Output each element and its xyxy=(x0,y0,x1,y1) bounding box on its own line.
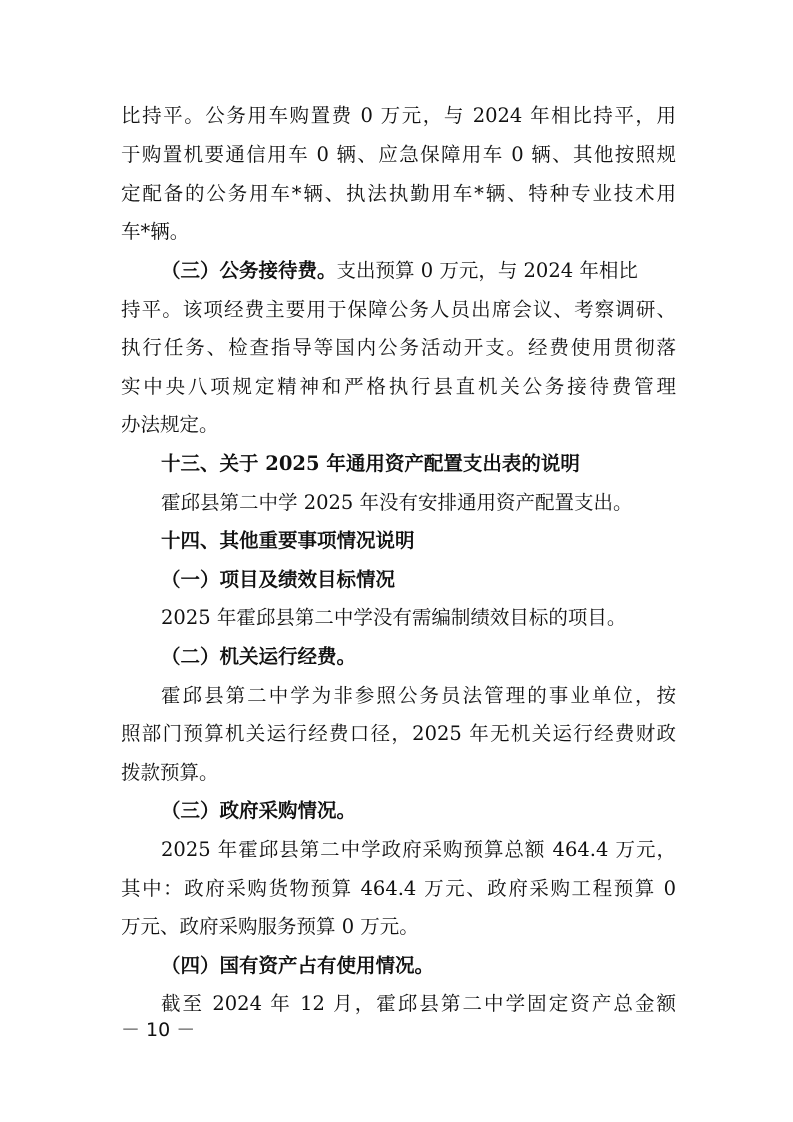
paragraph-line: 霍邱县第二中学 2025 年没有安排通用资产配置支出。 xyxy=(161,491,633,514)
paragraph-line: 万元、政府采购服务预算 0 万元。 xyxy=(121,915,419,938)
paragraph-line: 其中：政府采购货物预算 464.4 万元、政府采购工程预算 0 xyxy=(121,877,676,900)
paragraph-line: 执行任务、检查指导等国内公务活动开支。经费使用贯彻落 xyxy=(121,336,676,359)
page-number: － 10 － xyxy=(121,1019,196,1041)
paragraph-line: 持平。该项经费主要用于保障公务人员出席会议、考察调研、 xyxy=(121,298,676,321)
paragraph-line: 于购置机要通信用车 0 辆、应急保障用车 0 辆、其他按照规 xyxy=(121,143,676,166)
subsection-heading: （三）政府采购情况。 xyxy=(161,799,357,822)
paragraph-text: 支出预算 0 万元，与 2024 年相比 xyxy=(336,259,638,282)
paragraph-line: 比持平。公务用车购置费 0 万元，与 2024 年相比持平，用 xyxy=(121,104,676,127)
paragraph-line: 照部门预算机关运行经费口径，2025 年无机关运行经费财政 xyxy=(121,722,676,745)
paragraph-line: 截至 2024 年 12 月，霍邱县第二中学固定资产总金额 xyxy=(161,992,676,1015)
paragraph-line: 定配备的公务用车*辆、执法执勤用车*辆、特种专业技术用 xyxy=(121,182,676,205)
subsection-heading: （二）机关运行经费。 xyxy=(161,645,357,668)
paragraph-line: 2025 年霍邱县第二中学没有需编制绩效目标的项目。 xyxy=(161,606,627,629)
paragraph-line: 车*辆。 xyxy=(121,220,190,243)
subsection-heading: （一）项目及绩效目标情况 xyxy=(161,568,396,591)
paragraph-line xyxy=(161,257,676,285)
section-heading: （三）公务接待费。 xyxy=(161,259,337,282)
subsection-heading: （四）国有资产占有使用情况。 xyxy=(161,954,435,977)
paragraph-line: 霍邱县第二中学为非参照公务员法管理的事业单位，按 xyxy=(161,684,676,707)
section-heading: 十四、其他重要事项情况说明 xyxy=(161,529,415,552)
paragraph-line: 拨款预算。 xyxy=(121,761,219,784)
paragraph-line: 2025 年霍邱县第二中学政府采购预算总额 464.4 万元， xyxy=(161,838,676,861)
paragraph-line: 办法规定。 xyxy=(121,413,219,436)
paragraph-line: 实中央八项规定精神和严格执行县直机关公务接待费管理 xyxy=(121,375,676,398)
section-heading: 十三、关于 2025 年通用资产配置支出表的说明 xyxy=(161,452,580,475)
